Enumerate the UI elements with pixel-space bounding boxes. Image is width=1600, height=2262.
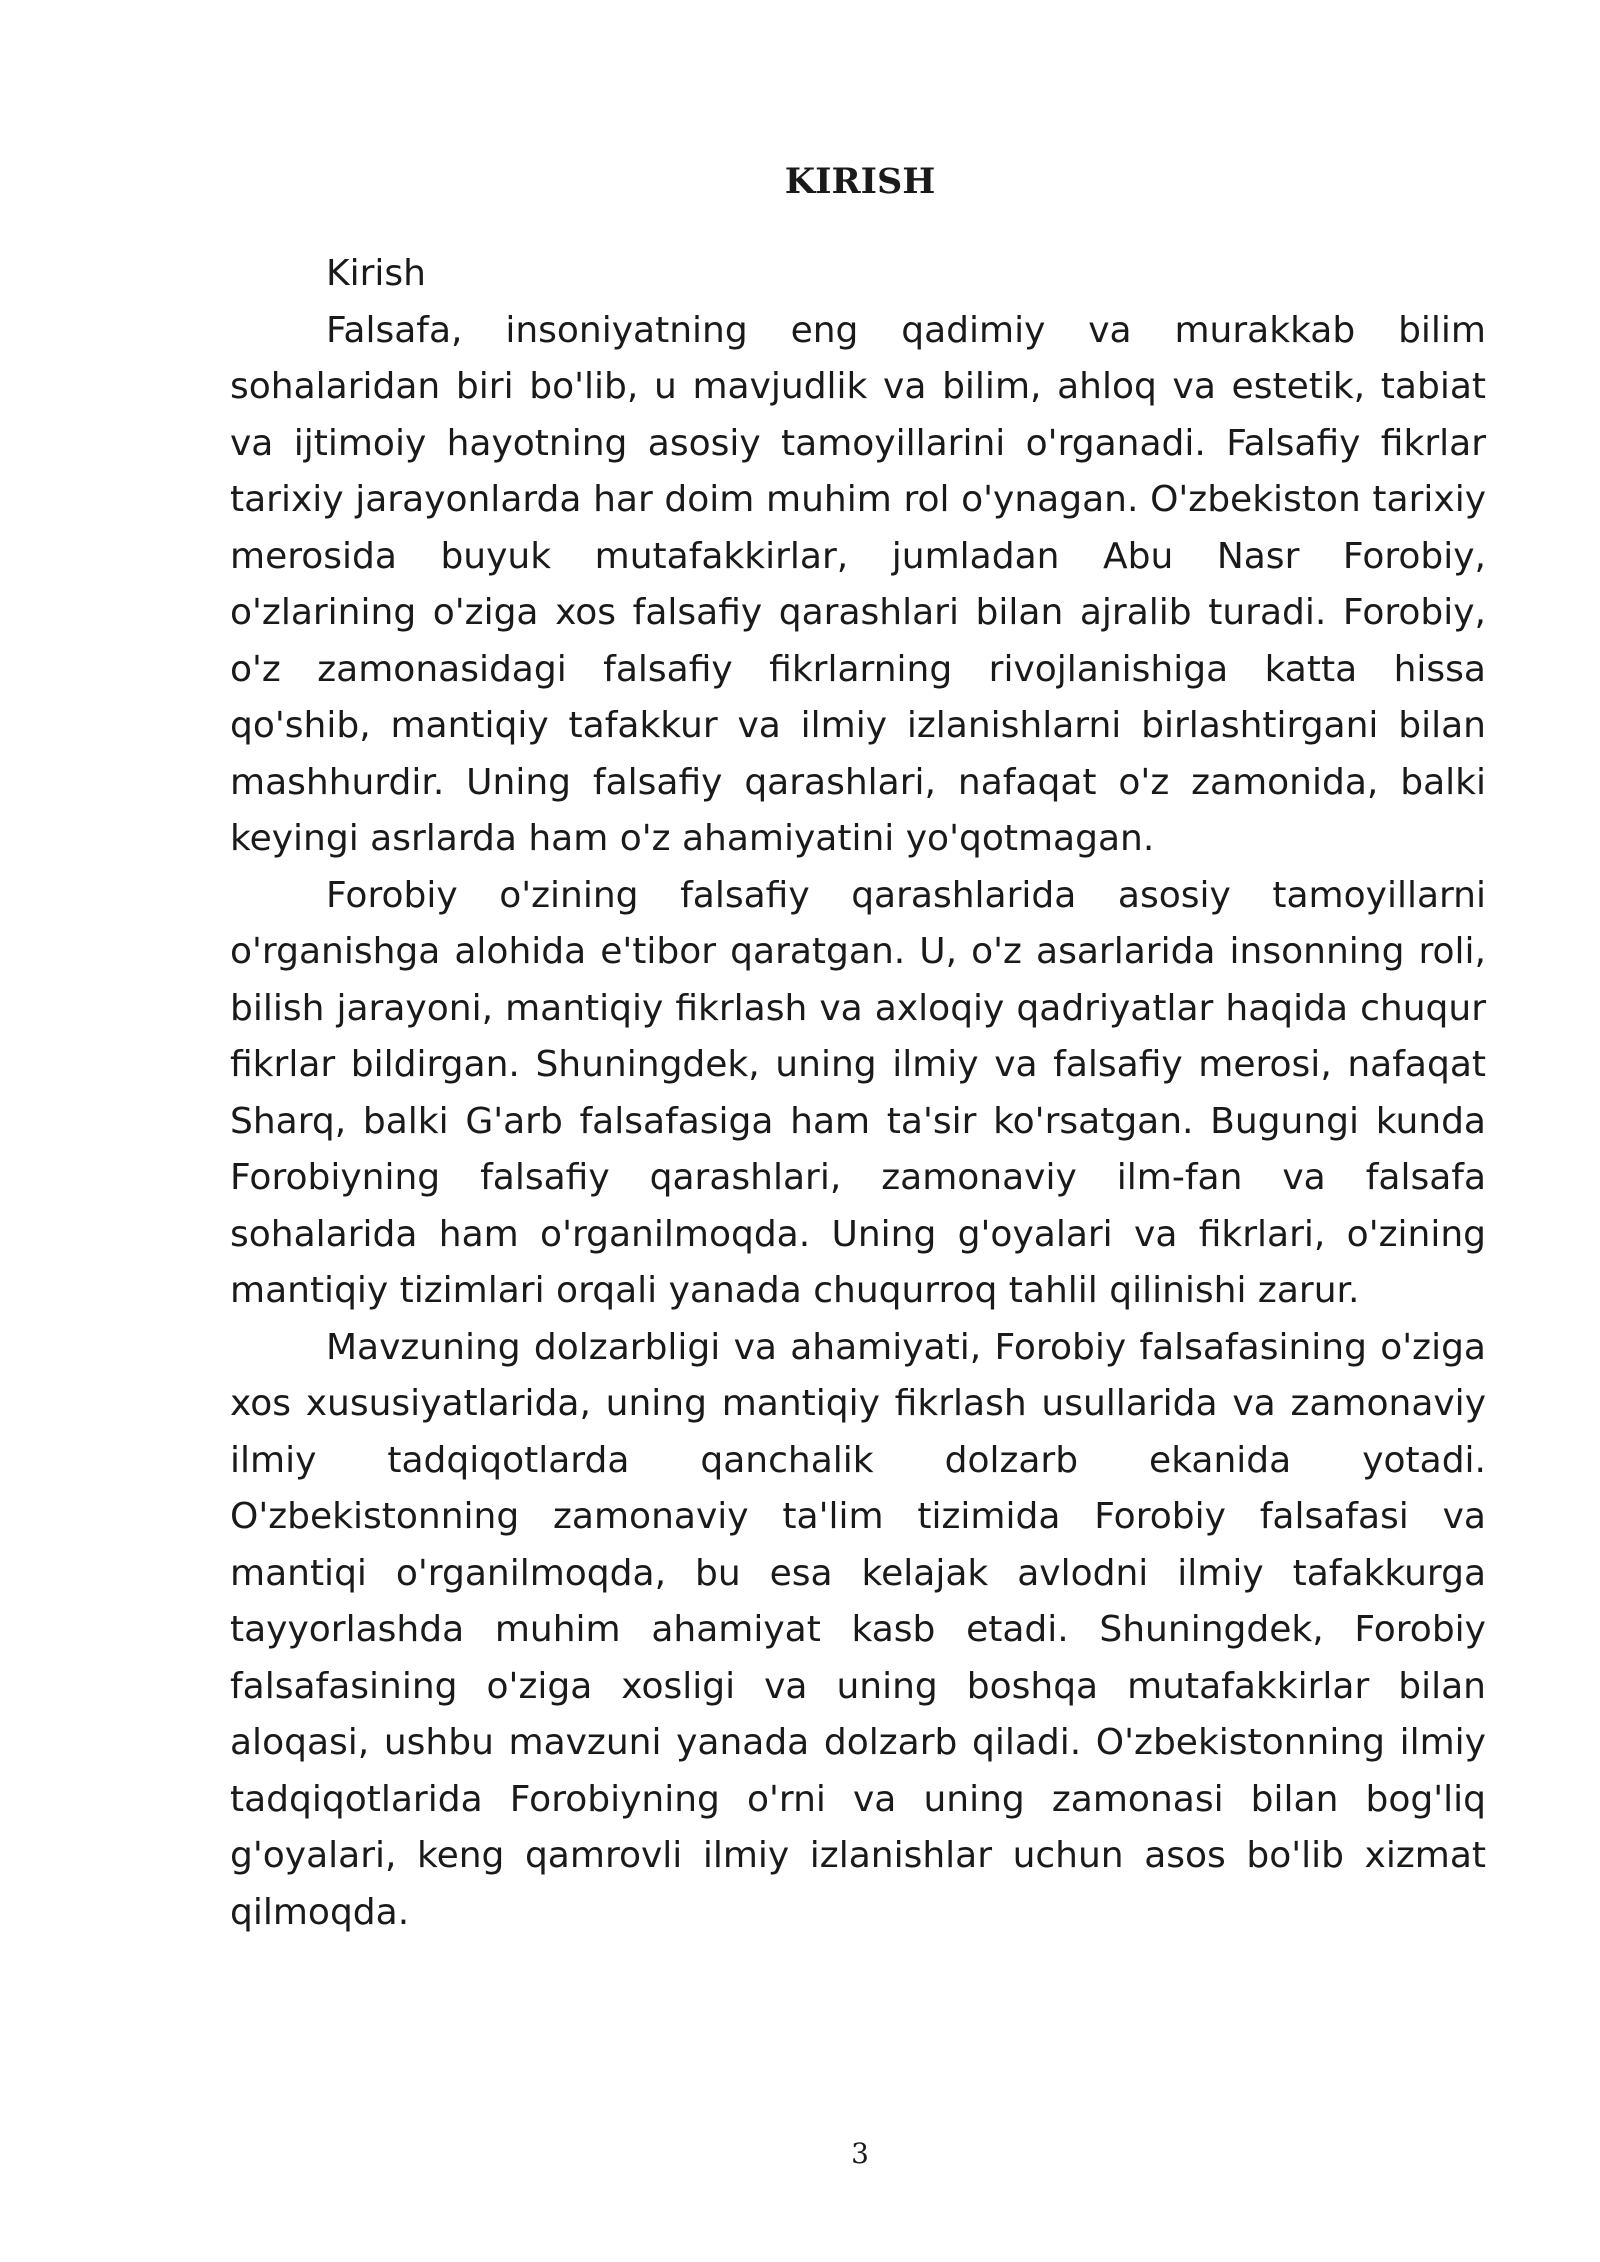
paragraph: Falsafa, insoniyatning eng qadimiy va murakkab bilim sohalaridan biri bo'lib, u mavjudlik va bilim, ahloq va estetik, tabiat va ijtimoiy hayotning asosiy tamoyillarini o'rganadi. Falsafiy fikrlar tarixiy jarayonlarda har doim muhim rol o'ynagan. O'zbekiston tarixiy merosida buyuk mutafakkirlar, jumladan Abu Nasr Forobiy, o'zlarining o'ziga xos falsafiy qarashlari bilan ajralib turadi. Forobiy, o'z zamonasidagi falsafiy fikrlarning rivojlanishiga katta hissa qo'shib, mantiqiy tafakkur va ilmiy izlanishlarni birlashtirgani bilan mashhurdir. Uning falsafiy qarashlari, nafaqat o'z zamonida, balki keyingi asrlarda ham o'z ahamiyatini yo'qotmagan. bbox=[230, 309, 1486, 859]
body-text bbox=[230, 246, 1486, 1941]
page-number: 3 bbox=[851, 2137, 869, 2170]
paragraph: Forobiy o'zining falsafiy qarashlarida asosiy tamoyillarni o'rganishga alohida e'tibor qaratgan. U, o'z asarlarida insonning roli, bilish jarayoni, mantiqiy fikrlash va axloqiy qadriyatlar haqida chuqur fikrlar bildirgan. Shuningdek, uning ilmiy va falsafiy merosi, nafaqat Sharq, balki G'arb falsafasiga ham ta'sir ko'rsatgan. Bugungi kunda Forobiyning falsafiy qarashlari, zamonaviy ilm-fan va falsafa sohalarida ham o'rganilmoqda. Uning g'oyalari va fikrlari, o'zining mantiqiy tizimlari orqali yanada chuqurroq tahlil qilinishi zarur. bbox=[230, 874, 1486, 1311]
paragraph-subheading: Kirish bbox=[326, 253, 426, 294]
page-title: KIRISH bbox=[784, 161, 936, 202]
paragraph: Mavzuning dolzarbligi va ahamiyati, Forobiy falsafasining o'ziga xos xususiyatlarida, uning mantiqiy fikrlash usullarida va zamonaviy ilmiy tadqiqotlarda qanchalik dolzarb ekanida yotadi. O'zbekistonning zamonaviy ta'lim tizimida Forobiy falsafasi va mantiqi o'rganilmoqda, bu esa kelajak avlodni ilmiy tafakkurga tayyorlashda muhim ahamiyat kasb etadi. Shuningdek, Forobiy falsafasining o'ziga xosligi va uning boshqa mutafakkirlar bilan aloqasi, ushbu mavzuni yanada dolzarb qiladi. O'zbekistonning ilmiy tadqiqotlarida Forobiyning o'rni va uning zamonasi bilan bog'liq g'oyalari, keng qamrovli ilmiy izlanishlar uchun asos bo'lib xizmat qilmoqda. bbox=[230, 1326, 1486, 1933]
